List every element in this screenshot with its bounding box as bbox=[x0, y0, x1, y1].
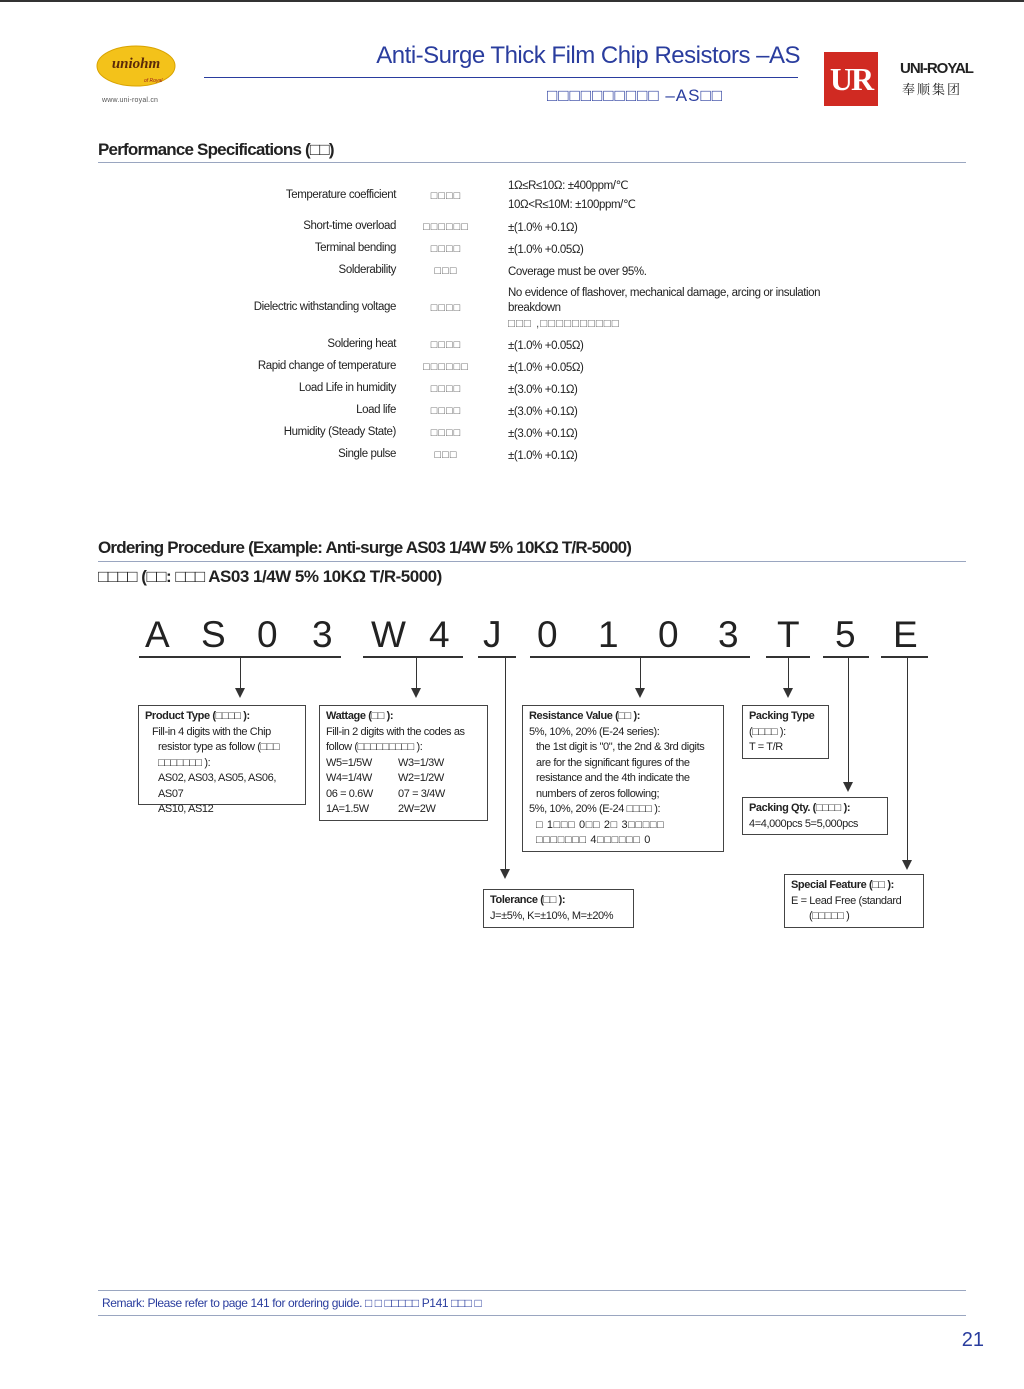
code-letter: 0 bbox=[537, 614, 558, 655]
wattage-line: Fill-in 2 digits with the codes as bbox=[326, 725, 465, 738]
spec-name-cn: □□□ bbox=[434, 449, 458, 461]
uniohm-logo bbox=[96, 44, 176, 92]
wattage-table bbox=[326, 756, 445, 818]
wattage-cell: 2W=2W bbox=[398, 803, 436, 815]
resistance-line: numbers of zeros following; bbox=[536, 787, 660, 800]
spec-name-cn: □□□□ bbox=[430, 190, 462, 202]
spec-value: No evidence of flashover, mechanical damage, arcing or insulation bbox=[508, 287, 821, 299]
spec-value: ±(3.0% +0.1Ω) bbox=[508, 406, 578, 418]
spec-name: Rapid change of temperature bbox=[257, 360, 396, 372]
wattage-cell: W5=1/5W bbox=[326, 756, 372, 769]
wattage-row bbox=[326, 756, 445, 772]
special-feature-title: Special Feature (□□ ): bbox=[791, 879, 894, 891]
connector-line bbox=[640, 658, 641, 688]
code-letter: T bbox=[777, 614, 800, 655]
code-letter: 0 bbox=[658, 614, 679, 655]
spec-value: ±(3.0% +0.1Ω) bbox=[508, 384, 578, 396]
code-letter: 5 bbox=[835, 614, 856, 655]
spec-value: ±(3.0% +0.1Ω) bbox=[508, 428, 578, 440]
packing-type-title: Packing Type bbox=[749, 710, 815, 722]
performance-rule bbox=[98, 162, 966, 163]
special-feature-line: (□□□□□ ) bbox=[809, 910, 850, 922]
spec-name-cn: □□□□□□ bbox=[423, 361, 469, 373]
code-letter: W bbox=[371, 614, 406, 655]
code-underline bbox=[478, 656, 516, 658]
code-underline bbox=[823, 656, 869, 658]
packing-qty-line: 4=4,000pcs 5=5,000pcs bbox=[749, 817, 859, 830]
resistance-line: are for the significant figures of the bbox=[536, 756, 690, 769]
packing-qty-title: Packing Qty. (□□□□ ): bbox=[749, 802, 851, 814]
code-letter: 3 bbox=[718, 614, 739, 655]
spec-name-cn: □□□□ bbox=[430, 427, 462, 439]
connector-line bbox=[907, 658, 908, 860]
footer-rule-bottom bbox=[98, 1315, 966, 1316]
connector-line bbox=[788, 658, 789, 688]
wattage-cell: W2=1/2W bbox=[398, 772, 444, 784]
arrow-down-icon bbox=[902, 860, 912, 870]
packing-type-box bbox=[742, 705, 829, 759]
tolerance-box bbox=[483, 889, 634, 928]
resistance-value-box bbox=[522, 705, 724, 852]
connector-line bbox=[505, 658, 506, 869]
product-type-line: □□□□□□□ ): bbox=[158, 756, 211, 769]
website-url: www.uni-royal.cn bbox=[102, 97, 159, 104]
wattage-title: Wattage (□□ ): bbox=[326, 710, 394, 722]
spec-value: ±(1.0% +0.05Ω) bbox=[508, 340, 584, 352]
resistance-line: 5%, 10%, 20% (E-24 □□□□ ): bbox=[529, 803, 661, 815]
logo-tagline: of Royal bbox=[144, 78, 163, 84]
footer-remark: Remark: Please refer to page 141 for ordering guide. □ □ □□□□□ P141 □□□ □ bbox=[102, 1296, 482, 1310]
logo-text: uniohm bbox=[111, 56, 161, 72]
spec-value: ±(1.0% +0.05Ω) bbox=[508, 244, 584, 256]
wattage-cell: 1A=1.5W bbox=[326, 803, 369, 815]
wattage-cell: W4=1/4W bbox=[326, 772, 372, 784]
arrow-down-icon bbox=[635, 688, 645, 698]
wattage-row bbox=[326, 771, 445, 787]
wattage-cell: W3=1/3W bbox=[398, 756, 444, 769]
product-type-line: AS10, AS12 bbox=[158, 803, 214, 815]
spec-value: ±(1.0% +0.05Ω) bbox=[508, 362, 584, 374]
tolerance-line: J=±5%, K=±10%, M=±20% bbox=[490, 909, 614, 922]
special-feature-box bbox=[784, 874, 924, 928]
page-title: Anti-Surge Thick Film Chip Resistors –AS bbox=[376, 42, 800, 69]
product-type-line: AS02, AS03, AS05, AS06, AS07 bbox=[158, 772, 277, 800]
ordering-title-cn: □□□□ (□□: □□□ AS03 1/4W 5% 10KΩ T/R-5000) bbox=[98, 567, 442, 586]
spec-name: Load Life in humidity bbox=[298, 382, 396, 394]
spec-name: Humidity (Steady State) bbox=[283, 426, 396, 438]
arrow-down-icon bbox=[783, 688, 793, 698]
spec-name: Load life bbox=[356, 404, 396, 416]
product-type-box bbox=[138, 705, 306, 815]
arrow-down-icon bbox=[843, 782, 853, 792]
spec-name-cn: □□□□ bbox=[430, 243, 462, 255]
code-letter: S bbox=[201, 614, 226, 655]
page-number: 21 bbox=[961, 1329, 984, 1351]
wattage-row bbox=[326, 802, 445, 818]
code-letter: 1 bbox=[598, 614, 619, 655]
packing-qty-box bbox=[742, 797, 888, 835]
spec-value: □□□ ,□□□□□□□□□□ bbox=[508, 318, 620, 330]
spec-name: Temperature coefficient bbox=[285, 189, 396, 201]
arrow-down-icon bbox=[411, 688, 421, 698]
connector-line bbox=[848, 658, 849, 782]
product-type-line: Fill-in 4 digits with the Chip bbox=[152, 725, 271, 738]
brand-name-cn: 奉顺集团 bbox=[902, 82, 963, 97]
spec-name-cn: □□□□ bbox=[430, 405, 462, 417]
spec-name-cn: □□□□□□ bbox=[423, 221, 469, 233]
spec-name-cn: □□□□ bbox=[430, 339, 462, 351]
code-letter: A bbox=[145, 614, 170, 655]
page-subtitle: □□□□□□□□□□ –AS□□ bbox=[546, 86, 724, 105]
packing-type-line: T = T/R bbox=[749, 741, 783, 753]
wattage-box bbox=[319, 705, 488, 821]
footer-rule-top bbox=[98, 1290, 966, 1291]
packing-type-line: (□□□□ ): bbox=[749, 725, 786, 738]
code-letter: J bbox=[483, 614, 502, 655]
spec-name: Dielectric withstanding voltage bbox=[253, 301, 396, 313]
ordering-rule bbox=[98, 561, 966, 562]
brand-name: UNI-ROYAL bbox=[900, 60, 973, 77]
spec-name: Soldering heat bbox=[327, 338, 396, 350]
spec-name: Single pulse bbox=[338, 448, 396, 460]
resistance-title: Resistance Value (□□ ): bbox=[529, 710, 641, 722]
tolerance-title: Tolerance (□□ ): bbox=[490, 894, 566, 906]
spec-name-cn: □□□ bbox=[434, 265, 458, 277]
spec-name-cn: □□□□ bbox=[430, 383, 462, 395]
ur-logo: UR bbox=[824, 52, 878, 106]
spec-value: breakdown bbox=[508, 302, 561, 314]
wattage-line: follow (□□□□□□□□□ ): bbox=[326, 741, 423, 753]
special-feature-line: E = Lead Free (standard bbox=[791, 894, 902, 907]
spec-value: 10Ω<R≤10M: ±100ppm/℃ bbox=[508, 199, 636, 211]
wattage-cell: 06 = 0.6W bbox=[326, 787, 373, 800]
code-letter: 0 bbox=[257, 614, 278, 655]
spec-value: ±(1.0% +0.1Ω) bbox=[508, 222, 578, 234]
code-letter: 4 bbox=[429, 614, 450, 655]
spec-value: Coverage must be over 95%. bbox=[508, 266, 647, 278]
ordering-title: Ordering Procedure (Example: Anti-surge AS03 1/4W 5% 10KΩ T/R-5000) bbox=[98, 538, 632, 557]
arrow-down-icon bbox=[235, 688, 245, 698]
code-underline bbox=[881, 656, 928, 658]
code-underline bbox=[363, 656, 463, 658]
code-letter: E bbox=[893, 614, 918, 655]
performance-title: Performance Specifications (□□) bbox=[98, 140, 334, 159]
wattage-cell: 07 = 3/4W bbox=[398, 787, 445, 800]
resistance-line: 5%, 10%, 20% (E-24 series): bbox=[529, 725, 660, 738]
arrow-down-icon bbox=[500, 869, 510, 879]
spec-value: 1Ω≤R≤10Ω: ±400ppm/℃ bbox=[508, 180, 629, 192]
spec-name-cn: □□□□ bbox=[430, 302, 462, 314]
connector-line bbox=[240, 658, 241, 688]
spec-name: Terminal bending bbox=[314, 242, 396, 254]
top-border bbox=[0, 0, 1024, 2]
resistance-line: resistance and the 4th indicate the bbox=[536, 772, 690, 784]
resistance-line: □□□□□□□ 4□□□□□□ 0 bbox=[536, 834, 651, 846]
resistance-line: □ 1□□□ 0□□ 2□ 3□□□□□ bbox=[536, 818, 665, 831]
spec-name: Solderability bbox=[338, 264, 396, 276]
spec-value: ±(1.0% +0.1Ω) bbox=[508, 450, 578, 462]
wattage-row bbox=[326, 787, 445, 803]
resistance-line: the 1st digit is "0", the 2nd & 3rd digits bbox=[536, 741, 705, 753]
product-type-title: Product Type (□□□□ ): bbox=[145, 710, 250, 722]
product-type-line: resistor type as follow (□□□ bbox=[158, 741, 280, 753]
code-letter: 3 bbox=[312, 614, 333, 655]
connector-line bbox=[416, 658, 417, 688]
header-rule bbox=[204, 77, 798, 78]
spec-name: Short-time overload bbox=[303, 220, 396, 232]
